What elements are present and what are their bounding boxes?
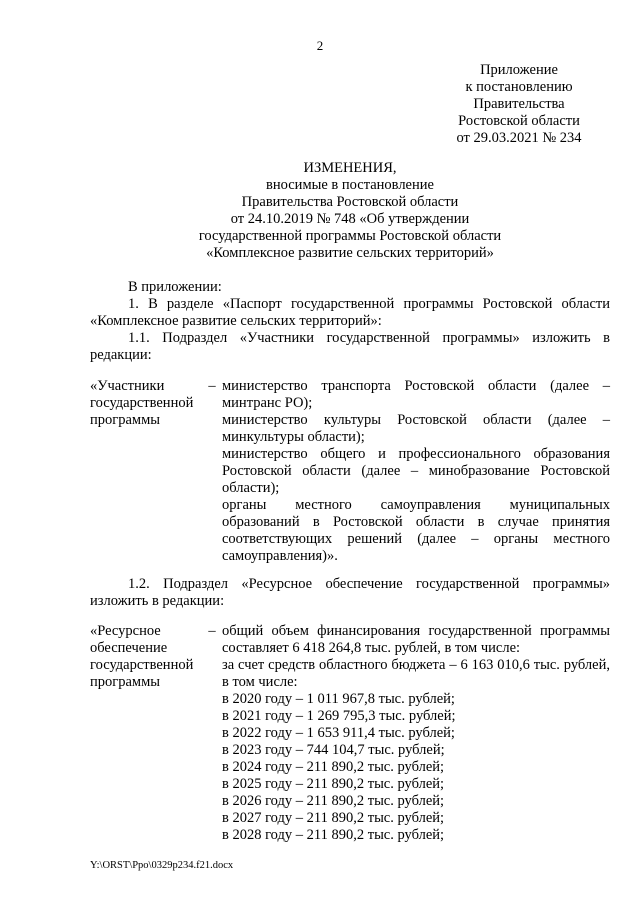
resources-total: общий объем финансирования государственной программы составляет 6 418 264,8 тыс. рублей, в том числе:	[222, 623, 610, 656]
title-heading: ИЗМЕНЕНИЯ,	[303, 160, 397, 176]
label-line: программы	[90, 412, 160, 428]
appendix-line: к постановлению	[465, 79, 573, 95]
participant-entry: органы местного самоуправления муниципальных образований в Ростовской области в случае принятия соответствующих решений (далее – органы местного самоуправления)».	[222, 497, 610, 564]
label-line: «Участники	[90, 378, 165, 394]
appendix-line: Ростовской области	[458, 113, 580, 129]
label-line: обеспечение	[90, 640, 168, 656]
title-line: от 24.10.2019 № 748 «Об утверждении	[230, 211, 470, 227]
label-line: государственной	[90, 657, 194, 673]
year-amount: в 2028 году – 211 890,2 тыс. рублей;	[222, 827, 445, 843]
appendix-block	[420, 62, 618, 147]
resources-dash: –	[208, 623, 216, 639]
resources-list	[222, 623, 610, 844]
year-amount: в 2021 году – 1 269 795,3 тыс. рублей;	[222, 708, 456, 724]
title-line: «Комплексное развитие сельских территорий»	[206, 245, 494, 261]
file-path-footer: Y:\ORST\Ppo\0329p234.f21.docx	[90, 860, 234, 871]
participants-label	[90, 378, 208, 429]
resources-regional: за счет средств областного бюджета – 6 163 010,6 тыс. рублей, в том числе:	[222, 657, 610, 690]
year-amount: в 2026 году – 211 890,2 тыс. рублей;	[222, 793, 445, 809]
participants-list	[222, 378, 610, 565]
appendix-line: Правительства	[473, 96, 565, 112]
resources-label	[90, 623, 208, 691]
appendix-line: от 29.03.2021 № 234	[456, 130, 582, 146]
item-1-2-paragraph: 1.2. Подраздел «Ресурсное обеспечение государственной программы» изложить в редакции:	[90, 576, 610, 609]
year-amount: в 2025 году – 211 890,2 тыс. рублей;	[222, 776, 445, 792]
page-number: 2	[316, 38, 324, 53]
title-line: вносимые в постановление	[266, 177, 434, 193]
title-line: Правительства Ростовской области	[241, 194, 459, 210]
label-line: государственной	[90, 395, 194, 411]
year-amount: в 2027 году – 211 890,2 тыс. рублей;	[222, 810, 445, 826]
year-amount: в 2024 году – 211 890,2 тыс. рублей;	[222, 759, 445, 775]
title-line: государственной программы Ростовской области	[198, 228, 502, 244]
participants-dash: –	[208, 378, 216, 394]
participant-entry: министерство культуры Ростовской области (далее – минкультуры области);	[222, 412, 610, 445]
appendix-line: Приложение	[480, 62, 558, 78]
year-amount: в 2022 году – 1 653 911,4 тыс. рублей;	[222, 725, 455, 741]
participant-entry: министерство общего и профессионального образования Ростовской области (далее – минобразование Ростовской области);	[222, 446, 610, 496]
year-amount: в 2023 году – 744 104,7 тыс. рублей;	[222, 742, 445, 758]
intro-paragraph: В приложении:	[128, 279, 222, 295]
item-1-1-paragraph: 1.1. Подраздел «Участники государственной программы» изложить в редакции:	[90, 330, 610, 363]
label-line: программы	[90, 674, 160, 690]
participant-entry: министерство транспорта Ростовской области (далее – минтранс РО);	[222, 378, 610, 411]
label-line: «Ресурсное	[90, 623, 161, 639]
year-amount: в 2020 году – 1 011 967,8 тыс. рублей;	[222, 691, 455, 707]
item-1-paragraph: 1. В разделе «Паспорт государственной программы Ростовской области «Комплексное развитие сельских территорий»:	[90, 296, 610, 329]
document-title	[110, 160, 590, 262]
